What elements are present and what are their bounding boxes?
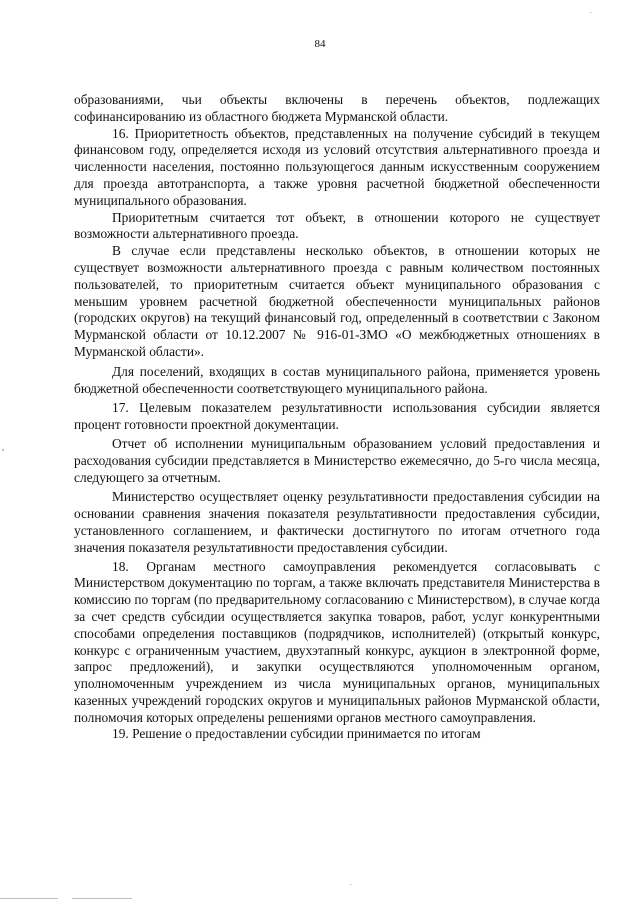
scan-edge-line [72,898,132,899]
paragraph-equal-users: В случае если представлены несколько объектов, в отношении которых не существует возможности альтернативного проезда с равным количеством постоянных пользователей, то приоритетным считается объект муниципального образования с меньшим уровнем расчетной бюджетной обеспеченности муниципальных районов (городских округов) на текущий финансовый год, определенный в соответствии с Законом Мурманской области от 10.12.2007 № 916-01-ЗМО «О межбюджетных отношениях в Мурманской области». [74,243,600,359]
page-number: 84 [314,38,326,50]
scan-edge-line [0,898,58,899]
document-body [74,92,600,743]
paragraph-evaluation: Министерство осуществляет оценку результативности предоставления субсидии на основании сравнения значения показателя результативности предоставления субсидии, установленного соглашением, и фактически достигнутого по итогам отчетного года значения показателя результативности предоставления субсидии. [74,489,600,555]
scan-speck: . [350,878,352,887]
paragraph-clause-16: 16. Приоритетность объектов, представленных на получение субсидий в текущем финансовом году, определяется исходя из условий отсутствия альтернативного проезда и численности населения, постоянно пользующегося данным искусственным сооружением для проезда автотранспорта, а также уровня расчетной бюджетной обеспеченности муниципального образования. [74,125,600,208]
paragraph-priority-object: Приоритетным считается тот объект, в отношении которого не существует возможности альтернативного проезда. [74,209,600,242]
scan-edge-mark: ʹ [2,448,5,459]
paragraph-continuation: образованиями, чьи объекты включены в перечень объектов, подлежащих софинансированию из областного бюджета Мурманской области. [74,92,600,124]
paragraph-report: Отчет об исполнении муниципальным образованием условий предоставления и расходования субсидии представляется в Министерство ежемесячно, до 5-го числа месяца, следующего за отчетным. [74,435,600,485]
paragraph-clause-18: 18. Органам местного самоуправления рекомендуется согласовывать с Министерством документацию по торгам, а также включать представителя Министерства в комиссию по торгам (по предварительному согласованию с Министерством), в случае когда за счет средств субсидии осуществляется закупка товаров, работ, услуг конкурентными способами определения поставщиков (подрядчиков, исполнителей) (открытый конкурс, конкурс с ограниченным участием, двухэтапный конкурс, аукцион в электронной форме, запрос предложений), и закупки осуществляются уполномоченным органом, уполномоченным учреждением из числа муниципальных органов, муниципальных казенных учреждений городских округов и муниципальных районов Мурманской области, полномочия которых определены решениями органов местного самоуправления. [74,558,600,725]
paragraph-clause-17: 17. Целевым показателем результативности использования субсидии является процент готовности проектной документации. [74,400,600,433]
paragraph-clause-19: 19. Решение о предоставлении субсидии принимается по итогам [112,726,481,742]
scan-speck: . [590,6,592,15]
paragraph-settlements: Для поселений, входящих в состав муниципального района, применяется уровень бюджетной обеспеченности соответствующего муниципального района. [74,363,600,396]
